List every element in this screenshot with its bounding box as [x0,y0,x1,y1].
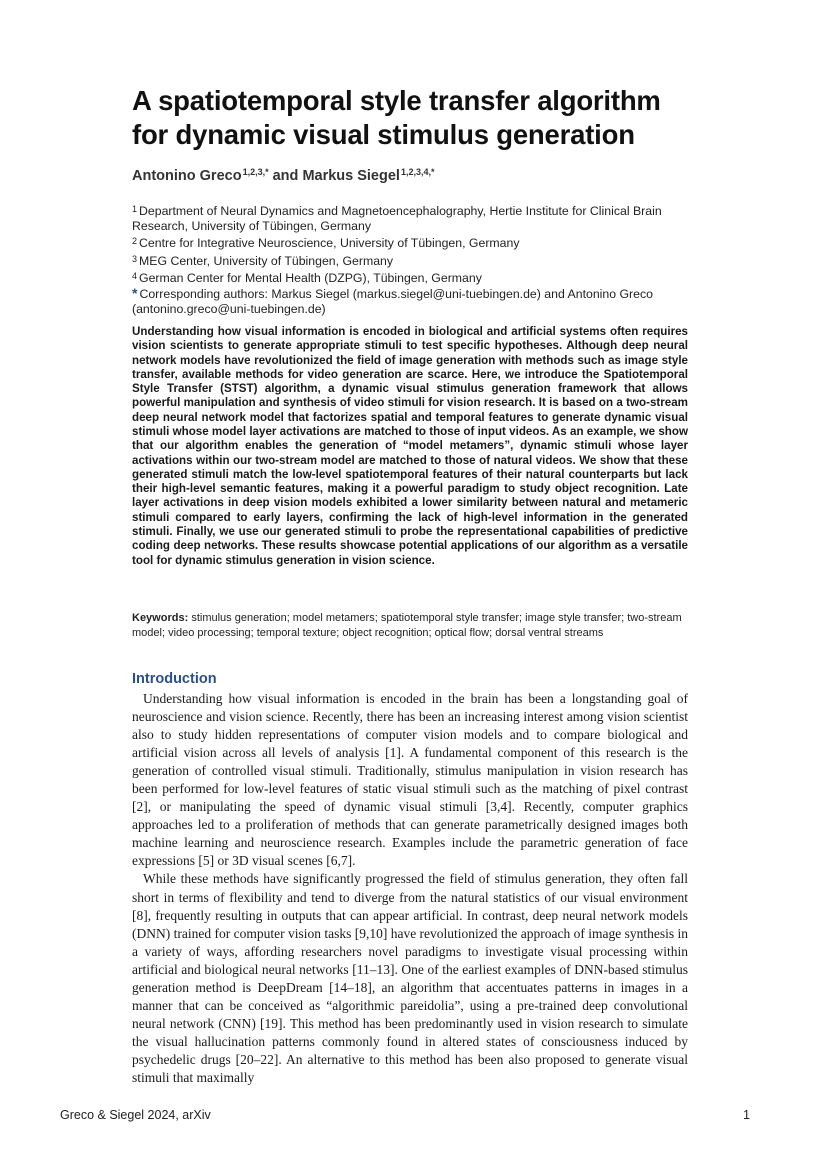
section-heading: Introduction [132,671,217,687]
affiliation-text: MEG Center, University of Tübingen, Germany [139,253,394,268]
affiliation [132,269,688,286]
body-paragraph: While these methods have significantly progressed the field of stimulus generation, they often fall short in terms of flexibility and tend to diverge from the natural statistics of our visual environment [8], frequently resulting in outputs that can appear artificial. In contrast, deep neural network models (DNN) trained for computer vision tasks [9,10] have revolutionized the approach of image synthesis in a variety of ways, affording researchers novel paradigms to investigate visual processing within artificial and biological neural networks [11–13]. One of the earliest examples of DNN-based stimulus generation method is DeepDream [14–18], an algorithm that accentuates patterns in images in a manner that can be conceived as “algorithmic pareidolia”, using a pre-trained deep convolutional neural network (CNN) [19]. This method has been predominantly used in vision research to simulate the visual hallucination patterns commonly found in altered states of consciousness induced by psychedelic drugs [20–22]. An alternative to this method has been also proposed to generate visual stimuli that maximally [132,871,688,1085]
page-number: 1 [743,1108,750,1122]
affiliation [132,202,688,234]
affiliation [132,234,688,251]
author-affiliation-markers: 1,2,3,4,* [400,167,435,177]
affiliation-text: Department of Neural Dynamics and Magnetoencephalography, Hertie Institute for Clinical Brain Research, University of Tübingen, Germany [132,204,662,234]
affiliation-marker: 1 [132,204,138,214]
affiliation-text: Centre for Integrative Neuroscience, University of Tübingen, Germany [139,236,520,251]
keywords-text: stimulus generation; model metamers; spatiotemporal style transfer; image style transfer; two-stream model; video processing; temporal texture; object recognition; optical flow; dorsal ventral streams [132,612,682,639]
keywords-label: Keywords: [132,612,189,624]
paper-title: A spatiotemporal style transfer algorithm for dynamic visual stimulus generation [132,85,661,150]
section-body [132,690,688,1087]
authors-joiner: and [268,168,303,184]
author-line [132,167,688,184]
affiliation-text: German Center for Mental Health (DZPG), Tübingen, Germany [139,270,482,285]
affiliation-marker: 2 [132,236,138,247]
footer-citation: Greco & Siegel 2024, arXiv [60,1108,211,1122]
keywords [132,611,688,640]
affiliation-marker: 3 [132,253,138,264]
corresponding-text: Corresponding authors: Markus Siegel (markus.siegel@uni-tuebingen.de) and Antonino Greco (antonino.greco@uni-tuebingen.de) [132,287,653,317]
affiliation [132,252,688,269]
corresponding-authors [132,286,688,317]
affiliations [132,202,688,317]
author-name: Antonino Greco [132,168,242,184]
abstract: Understanding how visual information is encoded in biological and artificial systems often requires vision scientists to generate appropriate stimuli to test specific hypotheses. Although deep neural network models have revolutionized the field of image generation with methods such as image style transfer, available methods for video generation are scarce. Here, we introduce the Spatiotemporal Style Transfer (STST) algorithm, a dynamic visual stimulus generation framework that allows powerful manipulation and synthesis of video stimuli for vision research. It is based on a two-stream deep neural network model that factorizes spatial and temporal features to generate dynamic visual stimuli whose model layer activations are matched to those of input videos. As an example, we show that our algorithm enables the generation of “model metamers”, dynamic stimuli whose layer activations within our two-stream model are matched to those of natural videos. We show that these generated stimuli match the low-level spatiotemporal features of their natural counterparts but lack their high-level semantic features, making it a powerful paradigm to study object recognition. Late layer activations in deep vision models exhibited a lower similarity between natural and metameric stimuli compared to early layers, confirming the lack of high-level information in the generated stimuli. Finally, we use our generated stimuli to probe the representational capabilities of predictive coding deep networks. These results showcase potential applications of our algorithm as a versatile tool for dynamic stimulus generation in vision science. [132,325,688,567]
author-affiliation-markers: 1,2,3,* [242,167,269,177]
body-paragraph: Understanding how visual information is encoded in the brain has been a longstanding goal of neuroscience and vision science. Recently, there has been an increasing interest among vision scientist also to study hidden representations of computer vision models and to compare biological and artificial vision across all levels of analysis [1]. A fundamental component of this research is the generation of controlled visual stimuli. Traditionally, stimulus manipulation in vision research has been performed for low-level features of static visual stimuli such as the matching of pixel contrast [2], or manipulating the speed of dynamic visual stimuli [3,4]. Recently, computer graphics approaches led to a proliferation of methods that can generate parametrically designed images both machine learning and neuroscience research. Examples include the parametric generation of face expressions [5] or 3D visual scenes [6,7]. [132,691,688,869]
corresponding-marker: * [132,285,138,302]
author-name: Markus Siegel [302,168,400,184]
affiliation-marker: 4 [132,270,138,281]
